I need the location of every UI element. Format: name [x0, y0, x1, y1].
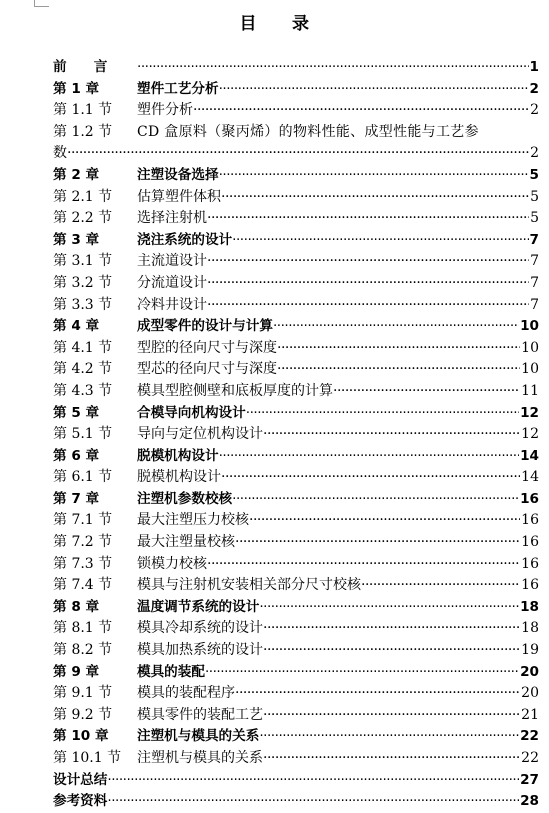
- toc-entry-label: 注塑机参数校核: [137, 490, 233, 507]
- toc-entry-page: 16: [521, 577, 539, 594]
- toc-entry-page: 27: [520, 771, 539, 788]
- toc-entry-page: 5: [529, 166, 539, 183]
- toc-dot-leader: [207, 251, 529, 273]
- toc-title: 目 录: [239, 14, 310, 34]
- toc-entry-number: 第 2 章: [53, 166, 100, 183]
- toc-entry-page: 16: [521, 512, 539, 529]
- toc-entry-label: 估算塑件体积: [137, 188, 221, 205]
- toc-entry-section[interactable]: [53, 187, 539, 209]
- toc-entry-number: 第 10.1 节: [53, 750, 122, 766]
- toc-entry-number: 第 2.1 节: [53, 188, 113, 205]
- toc-entry-label: 合模导向机构设计: [137, 404, 246, 421]
- toc-dot-leader: [263, 640, 520, 662]
- toc-dot-leader: [107, 791, 519, 813]
- toc-entry-number: 第 8 章: [53, 598, 100, 615]
- toc-entry-section[interactable]: [53, 705, 539, 727]
- toc-dot-leader: [333, 381, 520, 403]
- toc-entry-label: 设计总结: [53, 771, 108, 788]
- toc-entry-chapter[interactable]: [53, 79, 539, 101]
- toc-entry-number: 第 6.1 节: [53, 469, 113, 486]
- toc-entry-label: 脱模机构设计: [137, 447, 219, 464]
- toc-entry-label: 成型零件的设计与计算: [137, 318, 273, 335]
- toc-entry-label: 型腔的径向尺寸与深度: [137, 339, 277, 356]
- toc-entry-label: 塑件分析: [137, 102, 193, 119]
- toc-entry-page: 2: [530, 145, 539, 162]
- toc-entry-page: 14: [520, 447, 539, 464]
- toc-dot-leader: [277, 359, 520, 381]
- toc-entry-section[interactable]: [53, 273, 539, 295]
- toc-entry-page: 5: [530, 188, 539, 205]
- toc-entry-number: 第 8.1 节: [53, 620, 113, 637]
- toc-entry-number: 第 3.1 节: [53, 253, 113, 270]
- toc-entry-section[interactable]: [53, 510, 539, 532]
- toc-entry-number: 第 9.2 节: [53, 706, 113, 723]
- toc-entry-number: 第 7.3 节: [53, 555, 113, 572]
- toc-entry-section[interactable]: [53, 122, 539, 144]
- toc-entry-section[interactable]: [53, 640, 539, 662]
- toc-dot-leader: [263, 618, 520, 640]
- toc-entry-number: 第 7.1 节: [53, 512, 113, 529]
- toc-entry-section[interactable]: [53, 381, 539, 403]
- toc-entry-label: 参考资料: [53, 793, 108, 810]
- toc-entry-page: 16: [521, 555, 539, 572]
- toc-entry-label: 模具的装配程序: [137, 685, 235, 702]
- toc-entry-number: 第 4.1 节: [53, 339, 113, 356]
- toc-dot-leader: [207, 273, 529, 295]
- toc-entry-number: 第 8.2 节: [53, 642, 113, 659]
- toc-dot-leader: [232, 489, 519, 511]
- toc-entry-section-continued[interactable]: [53, 143, 539, 165]
- toc-entry-chapter[interactable]: [53, 597, 539, 619]
- toc-entry-page: 7: [529, 231, 539, 248]
- toc-entry-chapter[interactable]: [53, 446, 539, 468]
- toc-dot-leader: [137, 57, 529, 79]
- toc-entry-page: 7: [530, 296, 539, 313]
- toc-entry-number: 第 4.2 节: [53, 361, 113, 378]
- toc-dot-leader: [207, 208, 529, 230]
- toc-entry-page: 18: [521, 620, 539, 637]
- toc-dot-leader: [235, 532, 520, 554]
- toc-dot-leader: [221, 187, 529, 209]
- toc-entry-number: 第 1 章: [53, 80, 100, 97]
- toc-entry-section[interactable]: [53, 748, 539, 770]
- toc-entry-number: 第 4.3 节: [53, 382, 113, 399]
- toc-dot-leader: [235, 683, 520, 705]
- toc-entry-page: 21: [521, 706, 539, 723]
- toc-entry-section[interactable]: [53, 532, 539, 554]
- toc-dot-leader: [232, 230, 528, 252]
- toc-entry-label: 模具零件的装配工艺: [137, 706, 263, 723]
- toc-entry-page: 20: [521, 685, 539, 702]
- toc-entry-page: 10: [520, 318, 539, 335]
- toc-entry-page: 20: [520, 663, 539, 680]
- toc-entry-number: 前 言: [53, 59, 108, 75]
- toc-entry-label: 注塑机与模具的关系: [137, 750, 263, 766]
- toc-dot-leader: [273, 316, 519, 338]
- toc-entry-number: 第 5.1 节: [53, 426, 113, 443]
- toc-dot-leader: [263, 748, 520, 770]
- toc-entry-number: 第 4 章: [53, 318, 100, 335]
- toc-entry-page: 12: [521, 426, 539, 443]
- toc-dot-leader: [246, 403, 519, 425]
- toc-entry-section[interactable]: [53, 359, 539, 381]
- toc-entry-label: 数: [53, 145, 67, 162]
- toc-dot-leader: [219, 79, 529, 101]
- toc-entry-number: 第 10 章: [53, 728, 109, 745]
- toc-entry-label: CD 盒原料（聚丙烯）的物料性能、成型性能与工艺参: [137, 123, 479, 140]
- toc-entry-number: 第 7.4 节: [53, 577, 113, 594]
- toc-entry-label: 选择注射机: [137, 210, 207, 227]
- toc-entry-number: 第 5 章: [53, 404, 100, 421]
- toc-entry-page: 7: [530, 274, 539, 291]
- toc-entry-chapter[interactable]: [53, 403, 539, 425]
- toc-dot-leader: [249, 510, 520, 532]
- toc-dot-leader: [277, 338, 520, 360]
- toc-entry-section[interactable]: [53, 295, 539, 317]
- toc-dot-leader: [205, 662, 519, 684]
- toc-entry-chapter[interactable]: [53, 662, 539, 684]
- toc-entry-number: 第 3 章: [53, 231, 100, 248]
- toc-entry-summary[interactable]: [53, 770, 539, 792]
- toc-entry-page: 5: [530, 210, 539, 227]
- toc-entry-page: 16: [520, 490, 539, 507]
- toc-entry-page: 12: [520, 404, 539, 421]
- toc-entry-section[interactable]: [53, 554, 539, 576]
- toc-entry-label: 脱模机构设计: [137, 469, 221, 486]
- toc-entry-label: 主流道设计: [137, 253, 207, 270]
- table-of-contents: [53, 57, 539, 813]
- page-corner-mark: [34, 0, 49, 7]
- toc-dot-leader: [67, 143, 529, 165]
- toc-entry-page: 10: [521, 361, 539, 378]
- toc-dot-leader: [207, 554, 520, 576]
- toc-dot-leader: [107, 770, 519, 792]
- toc-entry-label: 导向与定位机构设计: [137, 426, 263, 443]
- toc-entry-label: 冷料井设计: [137, 296, 207, 313]
- toc-entry-number: 第 1.1 节: [53, 102, 113, 119]
- toc-entry-section[interactable]: [53, 100, 539, 122]
- toc-entry-page: 7: [530, 253, 539, 270]
- toc-entry-section[interactable]: [53, 618, 539, 640]
- toc-entry-label: 型芯的径向尺寸与深度: [137, 361, 277, 378]
- toc-entry-chapter[interactable]: [53, 489, 539, 511]
- toc-entry-page: 2: [529, 80, 539, 97]
- toc-entry-label: 模具加热系统的设计: [137, 642, 263, 659]
- toc-entry-page: 11: [521, 382, 539, 399]
- toc-entry-page: 22: [521, 750, 539, 766]
- toc-dot-leader: [221, 467, 520, 489]
- toc-entry-number: 第 3.3 节: [53, 296, 113, 313]
- toc-entry-section[interactable]: [53, 424, 539, 446]
- toc-entry-label: 温度调节系统的设计: [137, 598, 260, 615]
- toc-dot-leader: [259, 726, 519, 748]
- toc-dot-leader: [263, 705, 520, 727]
- toc-entry-page: 14: [521, 469, 539, 486]
- toc-entry-chapter[interactable]: [53, 230, 539, 252]
- toc-entry-number: 第 9.1 节: [53, 685, 113, 702]
- toc-entry-section[interactable]: [53, 683, 539, 705]
- toc-entry-chapter[interactable]: [53, 316, 539, 338]
- toc-entry-number: 第 3.2 节: [53, 274, 113, 291]
- toc-dot-leader: [259, 597, 519, 619]
- toc-entry-page: 1: [529, 59, 539, 75]
- toc-entry-page: 10: [521, 339, 539, 356]
- toc-entry-section[interactable]: [53, 338, 539, 360]
- toc-entry-page: 2: [530, 102, 539, 119]
- toc-dot-leader: [207, 295, 529, 317]
- toc-dot-leader: [263, 424, 520, 446]
- toc-entry-section[interactable]: [53, 251, 539, 273]
- toc-entry-label: 分流道设计: [137, 274, 207, 291]
- toc-dot-leader: [193, 100, 529, 122]
- toc-entry-label: 塑件工艺分析: [137, 80, 219, 97]
- toc-entry-number: 第 7.2 节: [53, 534, 113, 551]
- toc-entry-label: 模具的装配: [137, 663, 205, 680]
- toc-entry-number: 第 1.2 节: [53, 123, 113, 140]
- toc-entry-section[interactable]: [53, 467, 539, 489]
- toc-entry-label: 最大注塑压力校核: [137, 512, 249, 529]
- toc-entry-page: 28: [520, 793, 539, 810]
- toc-entry-number: 第 7 章: [53, 490, 100, 507]
- toc-entry-number: 第 9 章: [53, 663, 100, 680]
- toc-entry-label: 浇注系统的设计: [137, 231, 233, 248]
- toc-entry-section[interactable]: [53, 208, 539, 230]
- toc-entry-page: 18: [520, 598, 539, 615]
- toc-entry-page: 22: [520, 728, 539, 745]
- toc-entry-label: 注塑设备选择: [137, 166, 219, 183]
- toc-entry-preface[interactable]: [53, 57, 539, 79]
- toc-entry-label: 锁模力校核: [137, 555, 207, 572]
- toc-entry-number: 第 6 章: [53, 447, 100, 464]
- toc-entry-references[interactable]: [53, 791, 539, 813]
- toc-dot-leader: [361, 575, 520, 597]
- toc-entry-number: 第 2.2 节: [53, 210, 113, 227]
- toc-dot-leader: [219, 165, 529, 187]
- toc-entry-label: 最大注塑量校核: [137, 534, 235, 551]
- toc-entry-label: 模具型腔侧壁和底板厚度的计算: [137, 382, 333, 399]
- toc-entry-chapter[interactable]: [53, 165, 539, 187]
- toc-entry-page: 19: [521, 642, 539, 659]
- toc-dot-leader: [219, 446, 520, 468]
- toc-entry-page: 16: [521, 534, 539, 551]
- toc-entry-label: 模具与注射机安装相关部分尺寸校核: [137, 577, 361, 594]
- toc-entry-label: 模具冷却系统的设计: [137, 620, 263, 637]
- toc-entry-label: 注塑机与模具的关系: [137, 728, 260, 745]
- toc-entry-chapter[interactable]: [53, 726, 539, 748]
- toc-entry-section[interactable]: [53, 575, 539, 597]
